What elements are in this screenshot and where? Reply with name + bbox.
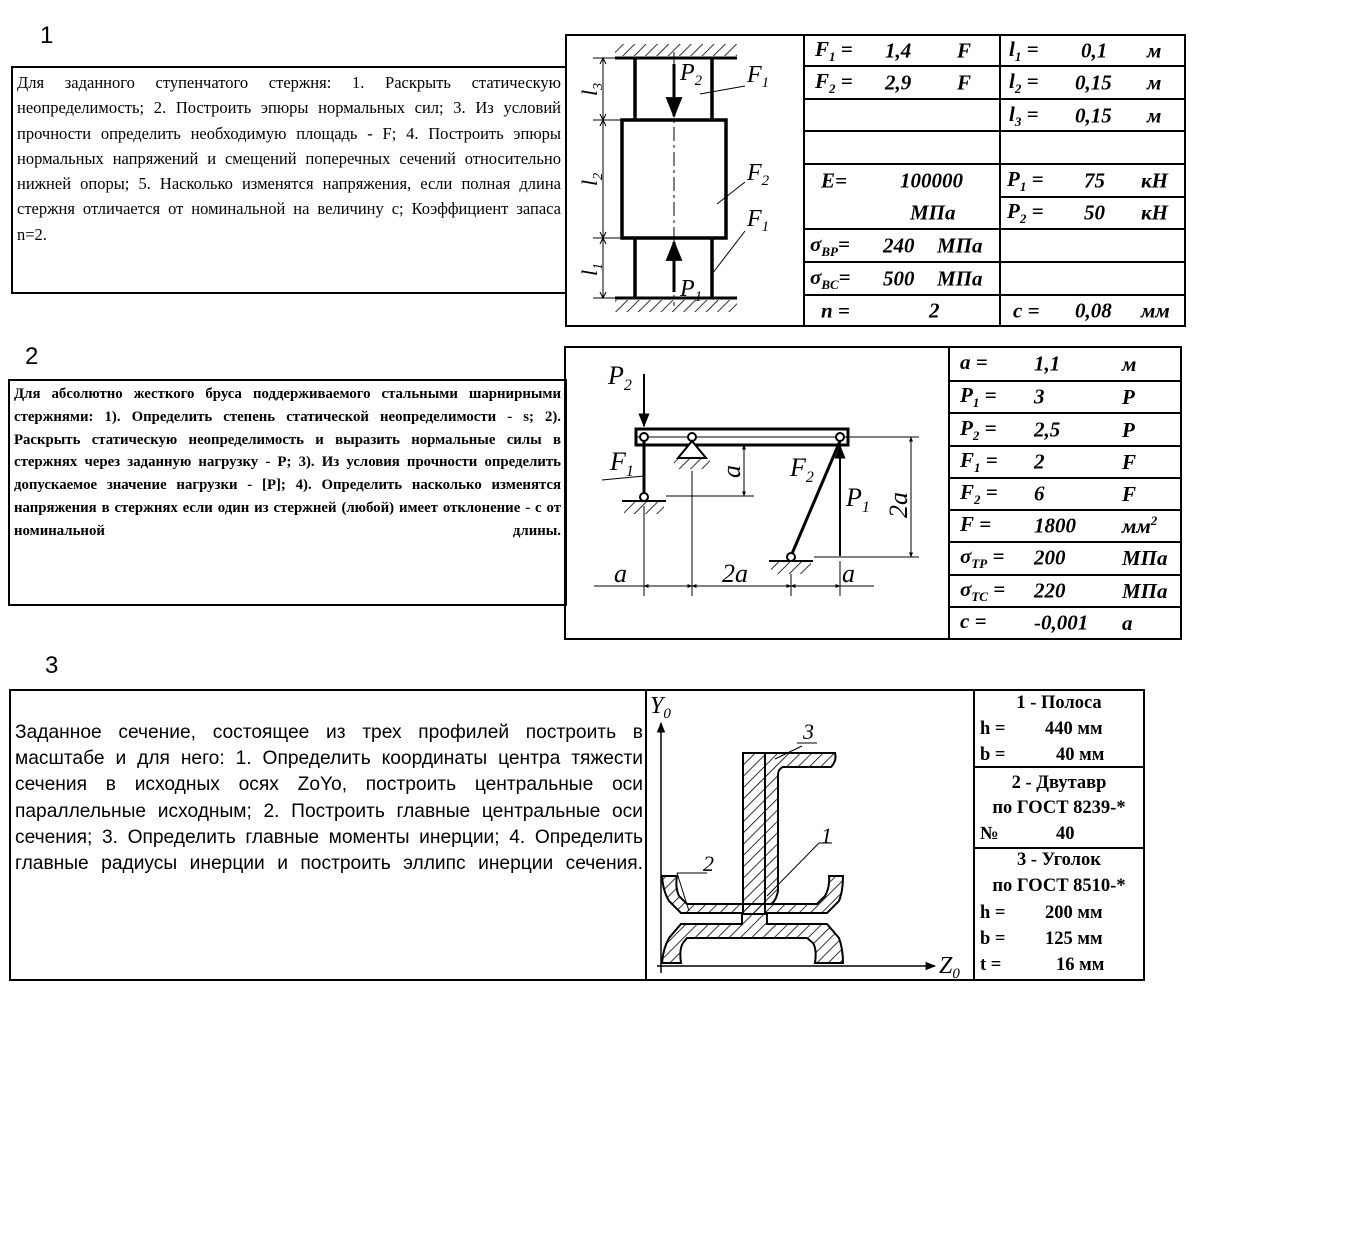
task1-figure <box>565 34 805 327</box>
profile3-gost: по ГОСТ 8510-* <box>992 876 1126 896</box>
task1-label-p2: $P_2$ <box>680 60 703 89</box>
task1-label-l3: $l_3$ <box>577 82 606 96</box>
profile1-b-value: 40 мм <box>1056 745 1105 765</box>
profile3-b-value: 125 мм <box>1045 929 1103 949</box>
task2-label-p2: $P_2$ <box>608 361 632 394</box>
task2-label-2a: 2a <box>722 559 748 588</box>
profile3-t-value: 16 мм <box>1056 955 1105 975</box>
task3-label-z: $Z_0$ <box>939 953 960 979</box>
profile2-title: 2 - Двутавр <box>1011 773 1107 793</box>
task2-table-row: $P_1$ = 3 P <box>950 380 1180 412</box>
task3-figure <box>647 691 973 979</box>
profile1-h-value: 440 мм <box>1045 719 1103 739</box>
task2-table-row: $\sigma_{TP}$ = 200 МПа <box>950 541 1180 573</box>
profile2-no-value: 40 <box>1056 824 1075 844</box>
task1-row-E: E= 100000 <box>821 168 963 193</box>
profile3-b-label: b = <box>980 929 1006 949</box>
task1-label-l1: $l_1$ <box>577 262 606 276</box>
task1-row-l1: $l_1$ = 0,1 м <box>1009 36 1162 65</box>
task1-top-wall <box>615 44 737 56</box>
task3-label-y: $Y_0$ <box>650 693 671 722</box>
profile2-no-label: № <box>980 824 999 844</box>
task1-row-F1: $F_1$ = 1,4 F <box>815 36 972 65</box>
profile3-title: 3 - Уголок <box>1017 850 1101 870</box>
task3-text: Заданное сечение, состоящее из трех профилей построить в масштабе и для него: 1. Определить координаты центра тяжести сечения в исходных осях ZoYo, построить центральные оси параллельные исходным; 2. Построить главные центральные оси сечения; 3. Определить главные моменты инерции; 4. Определить главные радиусы инерции и построить эллипс инерции сечения. <box>15 722 643 875</box>
task1-row-E-unit: МПа <box>910 200 956 225</box>
task2-label-a-right: a <box>842 559 855 588</box>
task3-label-1: 1 <box>821 823 832 848</box>
profile3-t-label: t = <box>980 955 1002 975</box>
task2-label-f2: $F_2$ <box>790 453 814 486</box>
task2-table-row: $F_2$ = 6 F <box>950 477 1180 509</box>
task2-table-row: $F_1$ = 2 F <box>950 445 1180 477</box>
profile1-b-label: b = <box>980 745 1006 765</box>
task2-table-row: c = -0,001 a <box>950 606 1180 638</box>
task3-label-3: 3 <box>803 719 814 744</box>
profile3-h-value: 200 мм <box>1045 903 1103 923</box>
profile1-h-label: h = <box>980 719 1006 739</box>
profile1-title: 1 - Полоса <box>1016 693 1102 713</box>
task1-text: Для заданного ступенчатого стержня: 1. Раскрыть статическую неопределимость; 2. Построить эпюры нормальных сил; 3. Из условий прочности определить необходимую площадь - F; 4. Построить эпюры нормальных напряжений и смещений поперечных сечений относительно нижней опоры; 5. Насколько изменятся напряжения, если полная длина стержня отличается от номинальной на величину с; Коэффициент запаса n=2. <box>17 73 561 244</box>
task2-label-a-left: a <box>614 559 627 588</box>
task1-label-p1: $P_1$ <box>680 276 703 305</box>
task1-row-sBP: $\sigma_{BP}=$ 240 МПа <box>810 231 983 260</box>
profile2-gost: по ГОСТ 8239-* <box>992 798 1126 818</box>
task1-row-l2: $l_2$ = 0,15 м <box>1009 68 1162 97</box>
profile3-h-label: h = <box>980 903 1006 923</box>
task-number-2: 2 <box>25 343 39 370</box>
task3-text-box <box>11 718 647 879</box>
task2-label-p1: $P_1$ <box>846 483 870 516</box>
task2-table-row: a = 1,1 м <box>960 350 1137 377</box>
task1-label-f1-bottom: $F_1$ <box>747 206 770 235</box>
task2-table-row: $P_2$ = 2,5 P <box>950 412 1180 444</box>
task1-label-f1-top: $F_1$ <box>747 62 770 91</box>
task2-table-row: $\sigma_{TC}$ = 220 МПа <box>950 574 1180 606</box>
task-number-3: 3 <box>45 652 59 679</box>
task2-label-f1: $F_1$ <box>610 447 634 480</box>
task1-row-P2: $P_2$ = 50 кН <box>1007 198 1168 227</box>
task3-strip <box>743 753 765 914</box>
task-number-1: 1 <box>40 22 54 49</box>
task2-label-a-vert: a <box>717 465 746 478</box>
task1-row-P1: $P_1$ = 75 кН <box>1007 166 1168 195</box>
task2-figure <box>564 346 950 640</box>
task2-table-row: F = 1800 $мм^2$ <box>950 509 1180 541</box>
task1-row-F2: $F_2$ = 2,9 F <box>815 68 972 97</box>
task2-text: Для абсолютно жесткого бруса поддерживаемого стальными шарнирными стержнями: 1). Определить степень статической неопределимости - s; 2). Раскрыть статическую неопределимость и выразить нормальные силы в стержнях через заданную нагрузку - P; 3). Из условия прочности определить допускаемое значение нагрузки - [P]; 4). Определить насколько изменятся напряжения в стержнях если один из стержней (любой) имеет отклонение - с от номинальной длины. <box>14 386 561 539</box>
task1-row-c: c = 0,08 мм <box>1013 298 1170 323</box>
task1-text-box <box>11 66 567 294</box>
task1-row-sBC: $\sigma_{BC}=$ 500 МПа <box>810 264 983 293</box>
task1-label-f2: $F_2$ <box>747 160 770 189</box>
task2-text-box <box>8 379 567 606</box>
task1-bottom-wall <box>615 300 737 312</box>
task2-data-table <box>948 346 1182 640</box>
task1-row-n: n = 2 <box>821 298 940 323</box>
task2-label-2a-vert: 2a <box>884 492 913 518</box>
task1-label-l2: $l_2$ <box>577 172 606 186</box>
task3-label-2: 2 <box>703 851 714 876</box>
task1-row-l3: $l_3$ = 0,15 м <box>1009 101 1162 129</box>
